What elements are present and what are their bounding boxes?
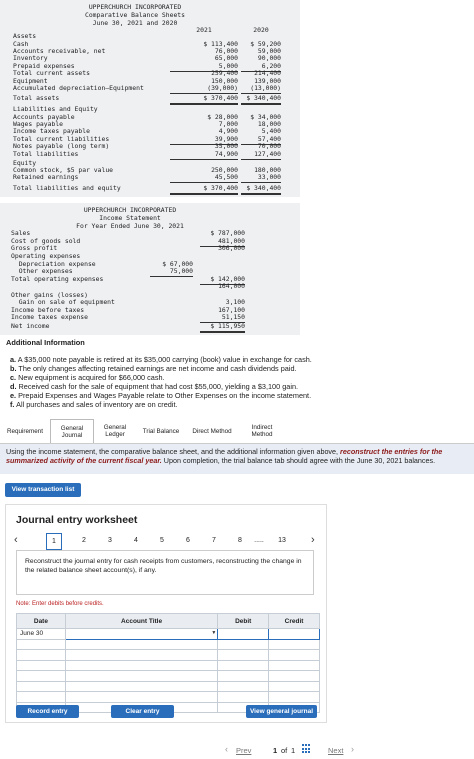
journal-row <box>17 681 320 692</box>
bs-row-label: Notes payable (long term) <box>13 142 110 150</box>
bs-row-2021-value: 5,000 <box>170 63 238 72</box>
bs-row-2020-value: 139,000 <box>254 77 281 85</box>
is-company: UPPERCHURCH INCORPORATED <box>83 206 177 214</box>
journal-row <box>17 650 320 661</box>
tab-general-journal[interactable]: General Journal <box>50 419 94 443</box>
bs-row-2021-value: $ 370,400 <box>170 95 238 105</box>
account-title-cell[interactable] <box>65 692 217 703</box>
bs-row-label: Equipment <box>13 77 48 85</box>
bs-title: Comparative Balance Sheets <box>84 11 186 19</box>
additional-info-item <box>10 373 312 382</box>
bs-row-label: Equity <box>13 159 37 167</box>
is-title: Income Statement <box>99 214 161 222</box>
item-text: New equipment is acquired for $66,000 cash. <box>16 373 165 382</box>
bs-row-label: Total assets <box>13 94 60 102</box>
bs-row-label: Income taxes payable <box>13 127 90 135</box>
item-key: f. <box>10 400 15 409</box>
bs-row-2020-value: 214,400 <box>254 69 281 77</box>
bs-row-2020-value: 127,400 <box>241 151 281 160</box>
debit-cell[interactable] <box>218 660 269 671</box>
worksheet-title: Journal entry worksheet <box>16 514 138 526</box>
journal-row <box>17 629 320 640</box>
bs-row-2020-value: (13,000) <box>241 85 281 94</box>
journal-row <box>17 660 320 671</box>
bs-row-label: Common stock, $5 par value <box>13 166 114 174</box>
chevron-left-icon[interactable]: ‹ <box>225 744 228 754</box>
col-credit: Credit <box>269 614 320 629</box>
col-account-title: Account Title <box>65 614 217 629</box>
view-transaction-list-button[interactable]: View transaction list <box>5 483 81 497</box>
item-text: Received cash for the sale of equipment that had cost $55,000, yielding a $3,100 gain. <box>16 382 299 391</box>
bs-row-label: Cash <box>13 40 29 48</box>
grid-icon[interactable] <box>302 744 312 754</box>
debit-cell[interactable] <box>218 639 269 650</box>
instructions <box>0 444 474 474</box>
debit-cell[interactable] <box>218 629 269 640</box>
bs-row-2021-value: 35,000 <box>214 142 238 150</box>
tab-bar <box>0 419 474 444</box>
bs-row-2020-value: 18,000 <box>257 120 281 128</box>
account-title-cell[interactable] <box>65 681 217 692</box>
bs-row-label: Liabilities and Equity <box>13 105 98 113</box>
bs-row-2021-value: $ 370,400 <box>170 185 238 195</box>
additional-info-item <box>10 400 312 409</box>
bs-company: UPPERCHURCH INCORPORATED <box>88 3 182 11</box>
is-row-label: Income taxes expense <box>11 313 88 321</box>
bs-row-2021-value: 45,500 <box>170 174 238 183</box>
dropdown-arrow-icon[interactable]: ▼ <box>211 630 217 636</box>
journal-entry-worksheet <box>5 504 327 723</box>
bs-row-2020-value: 59,000 <box>257 47 281 55</box>
is-row-value: 164,000 <box>218 282 245 290</box>
is-row-value: 51,150 <box>200 314 245 323</box>
journal-table <box>16 613 320 713</box>
bs-row-label: Total current liabilities <box>13 135 110 143</box>
is-row-value: $ 787,000 <box>210 229 245 237</box>
credit-cell[interactable] <box>269 671 320 682</box>
debit-cell[interactable] <box>218 692 269 703</box>
instructions-part1: Using the income statement, the comparative balance sheet, and the additional information given above, <box>6 447 341 456</box>
bs-row-label: Assets <box>13 32 37 40</box>
bs-row-2020-value: 70,000 <box>257 142 281 150</box>
bs-row-label: Inventory <box>13 54 48 62</box>
date-cell[interactable]: June 30 <box>17 629 66 640</box>
tab-trial-balance[interactable]: Trial Balance <box>142 427 180 435</box>
journal-row <box>17 639 320 650</box>
clear-entry-button[interactable]: Clear entry <box>111 705 174 718</box>
additional-info-item <box>10 355 312 364</box>
page-ellipsis: ..... <box>254 537 264 544</box>
debit-cell[interactable] <box>218 671 269 682</box>
page-8[interactable]: 8 <box>238 537 242 544</box>
is-row-label: Depreciation expense <box>11 260 96 268</box>
bs-row-2021-value: 76,000 <box>214 47 238 55</box>
entry-description: Reconstruct the journal entry for cash receipts from customers, reconstructing the change in the related balance sheet account(s), if any. <box>16 550 314 595</box>
tab-indirect-method[interactable]: Indirect Method <box>251 424 273 438</box>
page-13[interactable]: 13 <box>278 537 286 544</box>
is-row-inner-value: $ 67,000 <box>162 260 193 268</box>
bs-row-label: Total liabilities <box>13 150 79 158</box>
col-debit: Debit <box>218 614 269 629</box>
is-row-value: 3,100 <box>225 298 245 306</box>
page-2[interactable]: 2 <box>82 537 86 544</box>
view-general-journal-button[interactable]: View general journal <box>246 705 317 718</box>
item-text: A $35,000 note payable is retired at its $35,000 carrying (book) value in exchange for cash. <box>16 355 312 364</box>
page-7[interactable]: 7 <box>212 537 216 544</box>
chevron-right-icon[interactable]: › <box>311 534 315 546</box>
date-cell[interactable] <box>17 681 66 692</box>
bs-row-2020-value: $ 34,000 <box>250 113 281 121</box>
additional-info-heading: Additional Information <box>6 338 85 347</box>
chevron-left-icon[interactable]: ‹ <box>14 534 18 546</box>
record-entry-button[interactable]: Record entry <box>16 705 79 718</box>
is-row-label: Gross profit <box>11 244 58 252</box>
is-row-value: $ 142,000 <box>200 276 245 285</box>
is-row-label: Total operating expenses <box>11 275 104 283</box>
bs-row-2020-value: 6,200 <box>241 63 281 72</box>
is-row-value: 306,000 <box>218 244 245 252</box>
page-6[interactable]: 6 <box>186 537 190 544</box>
account-title-cell[interactable] <box>65 650 217 661</box>
credit-cell[interactable] <box>269 639 320 650</box>
credit-cell[interactable] <box>269 660 320 671</box>
bs-row-2021-value: 39,900 <box>170 136 238 145</box>
page-4[interactable]: 4 <box>134 537 138 544</box>
bs-row-label: Total current assets <box>13 69 90 77</box>
bs-row-label: Total liabilities and equity <box>13 184 121 192</box>
item-key: c. <box>10 373 17 382</box>
instructions-part2: Upon completion, the trial balance tab should agree with the June 30, 2021 balances. <box>161 456 436 465</box>
journal-row <box>17 692 320 703</box>
bs-row-2021-value: 150,000 <box>211 77 238 85</box>
is-row-label: Net income <box>11 322 50 330</box>
item-text: All purchases and sales of inventory are on credit. <box>14 400 178 409</box>
account-title-cell[interactable] <box>65 660 217 671</box>
page-1[interactable]: 1 <box>46 533 62 550</box>
bs-row-2020-value: 180,000 <box>254 166 281 174</box>
date-cell[interactable] <box>17 671 66 682</box>
bs-row-2020-value: $ 59,200 <box>250 40 281 48</box>
bs-row-2020-value: 33,000 <box>241 174 281 183</box>
bs-row-label: Accumulated depreciation–Equipment <box>13 84 144 92</box>
item-key: e. <box>10 391 17 400</box>
instructions-emphasis: reconstruct the entries for the summarized activity of the current fiscal year. <box>6 447 443 465</box>
prev-button[interactable]: Prev <box>236 746 252 755</box>
is-row-label: Income before taxes <box>11 306 85 314</box>
bs-row-label: Retained earnings <box>13 173 79 181</box>
item-key: a. <box>10 355 17 364</box>
bs-col-2020: 2020 <box>253 26 269 34</box>
additional-info-item <box>10 382 312 391</box>
debit-cell[interactable] <box>218 681 269 692</box>
credit-cell[interactable] <box>269 629 320 640</box>
is-row-label: Other expenses <box>11 267 73 275</box>
balance-sheet <box>0 0 300 197</box>
journal-row <box>17 671 320 682</box>
credit-cell[interactable] <box>269 692 320 703</box>
page-3[interactable]: 3 <box>108 537 112 544</box>
bs-row-2021-value: $ 113,400 <box>203 40 238 48</box>
date-cell[interactable] <box>17 660 66 671</box>
is-row-label: Gain on sale of equipment <box>11 298 115 306</box>
tab-general-ledger[interactable]: General Ledger <box>103 424 127 438</box>
current-page: 1 <box>273 746 278 755</box>
additional-info-list <box>10 355 312 409</box>
is-row-value: 167,100 <box>218 306 245 314</box>
bs-row-2021-value: $ 28,000 <box>207 113 238 121</box>
additional-info-item <box>10 391 312 400</box>
bs-row-2020-value: 57,400 <box>241 136 281 145</box>
bs-row-2021-value: 259,400 <box>211 69 238 77</box>
is-row-label: Sales <box>11 229 31 237</box>
is-row-value: $ 115,950 <box>200 323 245 333</box>
page-of-label: of <box>281 746 288 755</box>
additional-info-item <box>10 364 312 373</box>
is-date: For Year Ended June 30, 2021 <box>76 222 184 230</box>
tab-direct-method[interactable]: Direct Method <box>192 427 232 435</box>
bs-row-2020-value: 90,000 <box>257 54 281 62</box>
date-cell[interactable] <box>17 692 66 703</box>
date-cell[interactable] <box>17 639 66 650</box>
bs-row-2021-value: (39,000) <box>170 85 238 94</box>
bs-row-2021-value: 65,000 <box>214 54 238 62</box>
item-text: The only changes affecting retained earnings are net income and cash dividends paid. <box>16 364 297 373</box>
date-cell[interactable] <box>17 650 66 661</box>
bs-row-label: Prepaid expenses <box>13 62 75 70</box>
col-date: Date <box>17 614 66 629</box>
account-title-cell[interactable] <box>65 629 217 640</box>
bs-row-label: Accounts payable <box>13 113 75 121</box>
tab-requirement[interactable]: Requirement <box>6 427 44 435</box>
debit-cell[interactable] <box>218 650 269 661</box>
next-button[interactable]: Next <box>328 746 344 755</box>
income-statement <box>0 203 300 335</box>
account-title-cell[interactable] <box>65 639 217 650</box>
is-row-value: 481,000 <box>200 238 245 247</box>
bs-row-label: Accounts receivable, net <box>13 47 106 55</box>
is-row-inner-value: 75,000 <box>150 268 193 277</box>
bs-col-2021: 2021 <box>196 26 212 34</box>
bs-row-2020-value: 5,400 <box>261 127 281 135</box>
item-key: b. <box>10 364 17 373</box>
total-pages: 1 <box>291 746 296 755</box>
item-text: Prepaid Expenses and Wages Payable relate to Other Expenses on the income statement. <box>16 391 312 400</box>
is-row-label: Operating expenses <box>11 252 81 260</box>
bs-row-2020-value: $ 340,400 <box>241 185 281 195</box>
bs-row-2021-value: 74,900 <box>170 151 238 160</box>
bottom-navigation <box>215 741 385 759</box>
bs-date: June 30, 2021 and 2020 <box>92 19 178 27</box>
debit-credit-note: Note: Enter debits before credits. <box>16 601 104 607</box>
bs-row-2021-value: 250,000 <box>211 166 238 174</box>
item-key: d. <box>10 382 17 391</box>
page-5[interactable]: 5 <box>160 537 164 544</box>
bs-row-2021-value: 4,900 <box>218 127 238 135</box>
credit-cell[interactable] <box>269 681 320 692</box>
is-row-label: Cost of goods sold <box>11 237 81 245</box>
credit-cell[interactable] <box>269 650 320 661</box>
is-row-label: Other gains (losses) <box>11 291 88 299</box>
bs-row-label: Wages payable <box>13 120 64 128</box>
chevron-right-icon[interactable]: › <box>351 744 354 754</box>
bs-row-2021-value: 7,000 <box>218 120 238 128</box>
bs-row-2020-value: $ 340,400 <box>241 95 281 105</box>
account-title-cell[interactable] <box>65 671 217 682</box>
